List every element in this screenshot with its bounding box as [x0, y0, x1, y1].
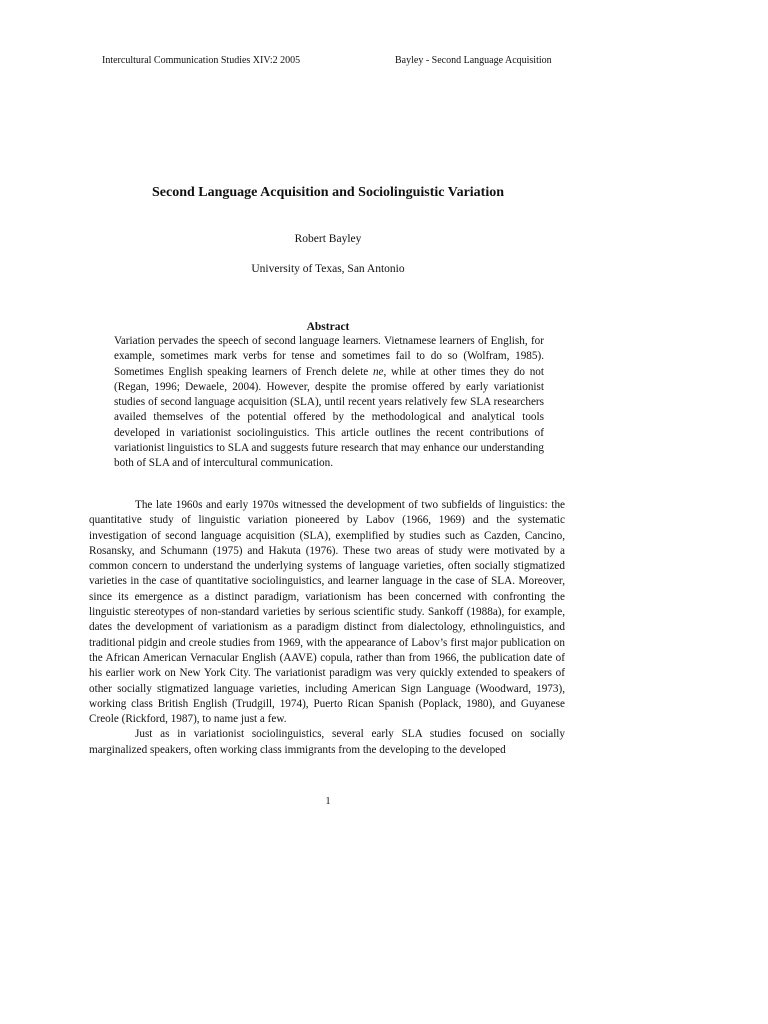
- author-name: Robert Bayley: [294, 233, 362, 245]
- abstract-text: [114, 334, 544, 472]
- paper-title-text: Second Language Acquisition and Sociolinguistic Variation: [151, 185, 505, 200]
- page-number: 1: [325, 796, 331, 807]
- paper-title: [0, 184, 656, 202]
- body-paragraph-1: The late 1960s and early 1970s witnessed the development of two subfields of linguistics: the quantitative study of linguistic variation pioneered by Labov (1966, 1969) and the systematic investigation of second language acquisition (SLA), exemplified by studies such as Cazden, Cancino, Rosansky, and Schumann (1975) and Hakuta (1976). These two areas of study were motivated by a common concern to understand the underlying systems of language varieties, often socially stigmatized varieties in the case of quantitative sociolinguistics, and learner language in the case of SLA. Moreover, since its emergence as a distinct paradigm, variationism has been concerned with confronting the linguistic stereotypes of non-standard varieties by serious scientific study. Sankoff (1988a), for example, dates the development of variationism as a paradigm distinct from dialectology, ethnolinguistics, and traditional pidgin and creole studies from 1969, with the appearance of Labov’s first major publication on the African American Vernacular English (AAVE) copula, rather than from 1966, the publication date of his earlier work on New York City. The variationist paradigm was very quickly extended to speakers of other socially stigmatized language varieties, including American Sign Language (Woodward, 1973), working class British English (Trudgill, 1974), Puerto Rican Spanish (Poplack, 1980), and Guyanese Creole (Rickford, 1987), to name just a few.: [89, 499, 565, 726]
- body-text: [89, 498, 565, 758]
- running-header-article: Bayley - Second Language Acquisition: [395, 55, 552, 66]
- abstract-text-part1: Variation pervades the speech of second language learners. Vietnamese learners of English, for example, sometimes mark verbs for tense and sometimes fail to do so (Wolfram, 1985). Sometimes English speaking learners of French delete: [114, 335, 544, 378]
- body-paragraph-2: Just as in variationist sociolinguistics, several early SLA studies focused on socially marginalized speakers, often working class immigrants from the developing to the developed: [89, 728, 565, 756]
- abstract-heading: Abstract: [306, 321, 350, 333]
- abstract-text-part2: , while at other times they do not (Regan, 1996; Dewaele, 2004). However, despite the promise offered by early variationist studies of second language acquisition (SLA), until recent years relatively few SLA researchers availed themselves of the potential offered by the methodological and analytical tools developed in variationist sociolinguistics. This article outlines the recent contributions of variationist linguistics to SLA and suggests future research that may enhance our understanding both of SLA and of intercultural communication.: [114, 365, 544, 470]
- abstract-italic-term: ne: [372, 365, 384, 378]
- running-header-journal: Intercultural Communication Studies XIV:2 2005: [102, 55, 301, 66]
- author-affiliation: University of Texas, San Antonio: [251, 263, 405, 275]
